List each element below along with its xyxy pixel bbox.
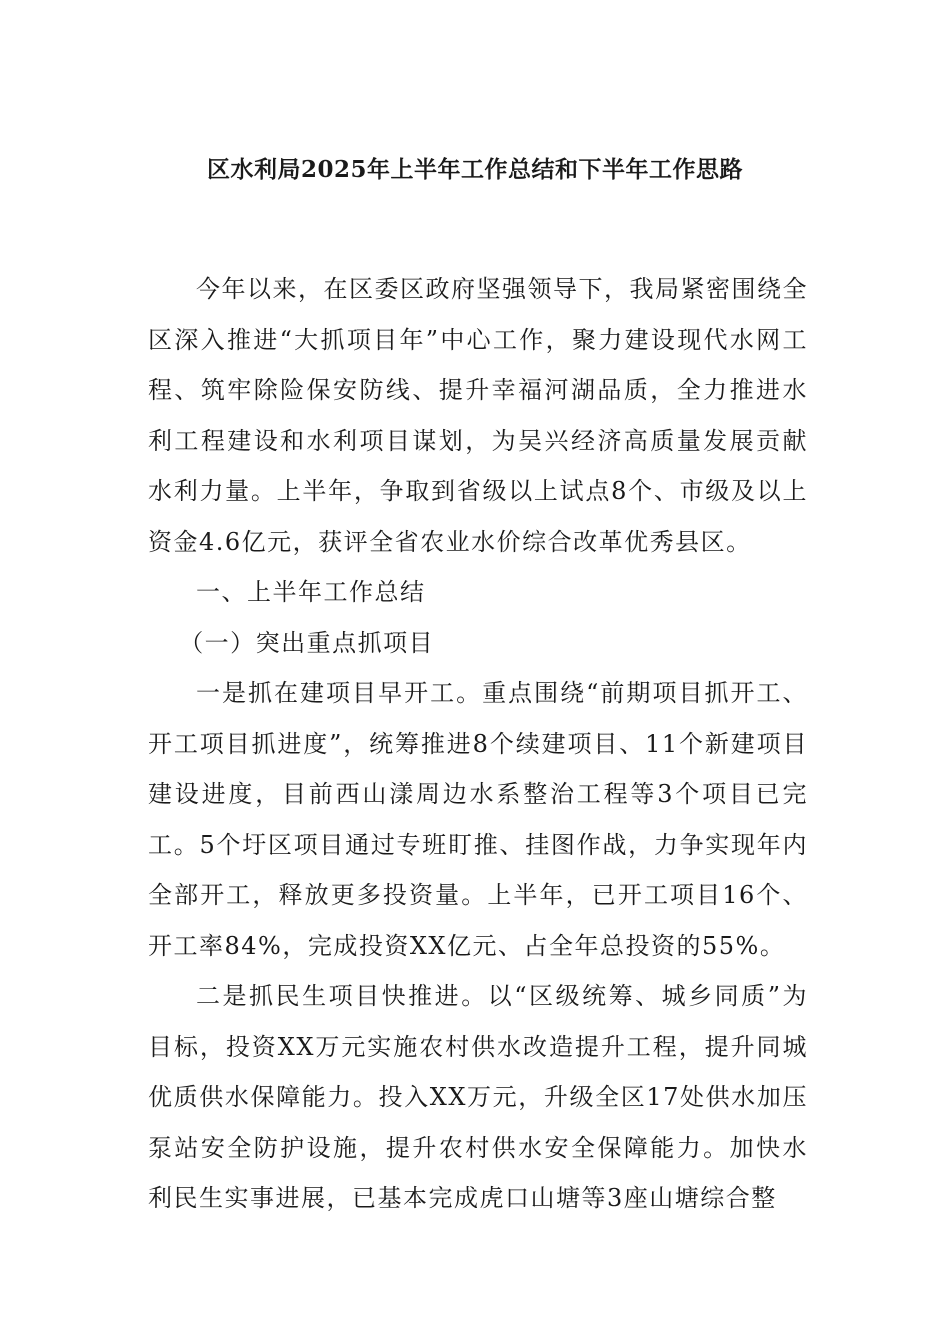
body-paragraph: 二是抓民生项目快推进。以“区级统筹、城乡同质”为目标，投资XX万元实施农村供水改造提升工程，提升同城优质供水保障能力。投入XX万元，升级全区17处供水加压泵站安全防护设施，提升农村供水安全保障能力。加快水利民生实事进展，已基本完成虎口山塘等3座山塘综合整 <box>148 982 808 1212</box>
subsection-heading: （一）突出重点抓项目 <box>179 628 435 657</box>
document-body <box>148 264 808 1224</box>
section-heading: 一、上半年工作总结 <box>196 578 426 606</box>
document-title: 区水利局2025年上半年工作总结和下半年工作思路 <box>206 156 743 183</box>
intro-paragraph: 今年以来，在区委区政府坚强领导下，我局紧密围绕全区深入推进“大抓项目年”中心工作，聚力建设现代水网工程、筑牢除险保安防线、提升幸福河湖品质，全力推进水利工程建设和水利项目谋划，为吴兴经济高质量发展贡献水利力量。上半年，争取到省级以上试点8个、市级及以上资金4.6亿元，获评全省农业水价综合改革优秀县区。 <box>148 275 808 556</box>
body-paragraph: 一是抓在建项目早开工。重点围绕“前期项目抓开工、开工项目抓进度”，统筹推进8个续建项目、11个新建项目建设进度，目前西山漾周边水系整治工程等3个项目已完工。5个圩区项目通过专班盯推、挂图作战，力争实现年内全部开工，释放更多投资量。上半年，已开工项目16个、开工率84%，完成投资XX亿元、占全年总投资的55%。 <box>148 679 808 960</box>
